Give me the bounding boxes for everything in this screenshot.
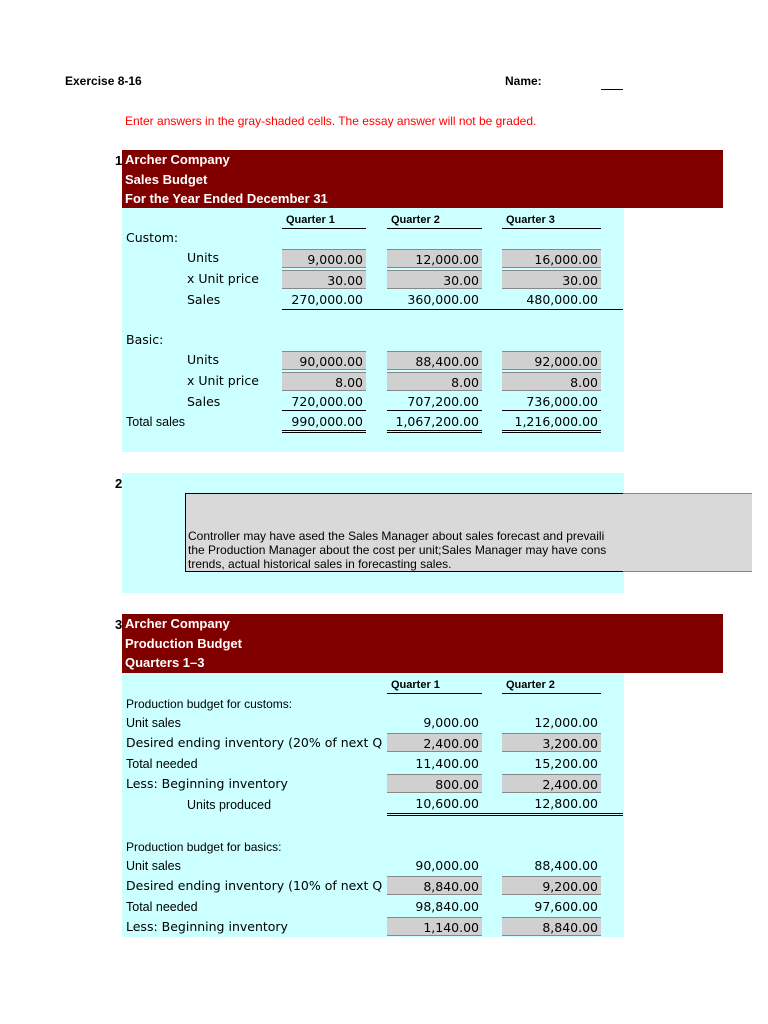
- input-cell[interactable]: 8,840.00: [387, 876, 482, 895]
- name-field[interactable]: [601, 89, 623, 90]
- input-cell[interactable]: 30.00: [387, 270, 482, 289]
- value-cell: 707,200.00: [387, 392, 482, 411]
- value-cell: 720,000.00: [282, 392, 366, 411]
- budget-title: Sales Budget: [125, 171, 208, 187]
- row-label: Units: [187, 250, 219, 265]
- total-sales-label: Total sales: [126, 415, 186, 429]
- company-name: Archer Company: [125, 152, 230, 167]
- input-cell[interactable]: 2,400.00: [502, 774, 601, 793]
- section-2-number: 2: [115, 476, 123, 491]
- value-cell: 98,840.00: [415, 899, 479, 914]
- input-cell[interactable]: 2,400.00: [387, 733, 482, 752]
- divider: [282, 309, 623, 310]
- value-cell: 736,000.00: [502, 392, 601, 411]
- essay-line: trends, actual historical sales in forecasting sales.: [188, 557, 452, 571]
- value-cell: 360,000.00: [407, 292, 479, 307]
- instruction-text: Enter answers in the gray-shaded cells. The essay answer will not be graded.: [125, 114, 537, 128]
- quarter-2-header: Quarter 2: [387, 211, 482, 229]
- input-cell[interactable]: 30.00: [282, 270, 366, 289]
- row-label: Desired ending inventory (20% of next Q: [126, 735, 383, 750]
- budget-period: For the Year Ended December 31: [125, 191, 328, 206]
- total-cell: 1,216,000.00: [502, 412, 601, 433]
- quarter-2-header: Quarter 2: [502, 676, 601, 694]
- row-label: Desired ending inventory (10% of next Q: [126, 878, 383, 893]
- essay-box-extension: [623, 493, 752, 572]
- essay-line: Controller may have ased the Sales Manager about sales forecast and prevaili: [188, 529, 605, 543]
- name-label: Name:: [505, 74, 542, 88]
- essay-line: the Production Manager about the cost per unit;Sales Manager may have cons: [188, 543, 607, 557]
- input-cell[interactable]: 12,000.00: [387, 249, 482, 268]
- row-label: Total needed: [126, 900, 198, 914]
- sales-budget-header: [122, 150, 723, 208]
- row-label: Units produced: [187, 798, 272, 812]
- row-label: Unit sales: [126, 716, 181, 730]
- row-label: Sales: [187, 394, 221, 409]
- company-name: Archer Company: [125, 616, 230, 631]
- row-label: Less: Beginning inventory: [126, 919, 288, 934]
- input-cell[interactable]: 9,200.00: [502, 876, 601, 895]
- exercise-title: Exercise 8-16: [65, 74, 142, 88]
- quarter-1-header: Quarter 1: [282, 211, 366, 229]
- value-cell: 480,000.00: [526, 292, 598, 307]
- value-cell: 88,400.00: [534, 858, 598, 873]
- section-3-number: 3: [115, 617, 123, 632]
- input-cell[interactable]: 16,000.00: [502, 249, 601, 268]
- value-cell: 11,400.00: [415, 756, 479, 771]
- value-cell: 9,000.00: [423, 715, 479, 730]
- basics-heading: Production budget for basics:: [126, 840, 282, 854]
- customs-heading: Production budget for customs:: [126, 697, 293, 711]
- row-label: Sales: [187, 292, 221, 307]
- section-1-number: 1: [115, 153, 123, 168]
- quarter-3-header: Quarter 3: [502, 211, 601, 229]
- input-cell[interactable]: 8.00: [502, 372, 601, 391]
- value-cell: 15,200.00: [534, 756, 598, 771]
- value-cell: 90,000.00: [415, 858, 479, 873]
- budget-period: Quarters 1–3: [125, 655, 205, 670]
- row-label: x Unit price: [187, 373, 259, 388]
- total-cell: 1,067,200.00: [387, 412, 482, 433]
- value-cell: 12,800.00: [534, 796, 598, 811]
- value-cell: 10,600.00: [415, 796, 479, 811]
- input-cell[interactable]: 92,000.00: [502, 351, 601, 370]
- value-cell: 270,000.00: [291, 292, 363, 307]
- row-label: Total needed: [126, 757, 198, 771]
- quarter-1-header: Quarter 1: [387, 676, 482, 694]
- input-cell[interactable]: 88,400.00: [387, 351, 482, 370]
- row-label: x Unit price: [187, 271, 259, 286]
- input-cell[interactable]: 1,140.00: [387, 917, 482, 936]
- basic-label: Basic:: [126, 332, 164, 347]
- input-cell[interactable]: 8.00: [282, 372, 366, 391]
- input-cell[interactable]: 800.00: [387, 774, 482, 793]
- value-cell: 12,000.00: [534, 715, 598, 730]
- custom-label: Custom:: [126, 230, 179, 245]
- input-cell[interactable]: 8.00: [387, 372, 482, 391]
- row-label: Units: [187, 352, 219, 367]
- budget-title: Production Budget: [125, 635, 242, 651]
- value-cell: 97,600.00: [534, 899, 598, 914]
- input-cell[interactable]: 9,000.00: [282, 249, 366, 268]
- input-cell[interactable]: 90,000.00: [282, 351, 366, 370]
- row-label: Less: Beginning inventory: [126, 776, 288, 791]
- total-cell: 990,000.00: [282, 412, 366, 433]
- input-cell[interactable]: 30.00: [502, 270, 601, 289]
- production-budget-header: [122, 614, 723, 673]
- input-cell[interactable]: 8,840.00: [502, 917, 601, 936]
- input-cell[interactable]: 3,200.00: [502, 733, 601, 752]
- row-label: Unit sales: [126, 859, 181, 873]
